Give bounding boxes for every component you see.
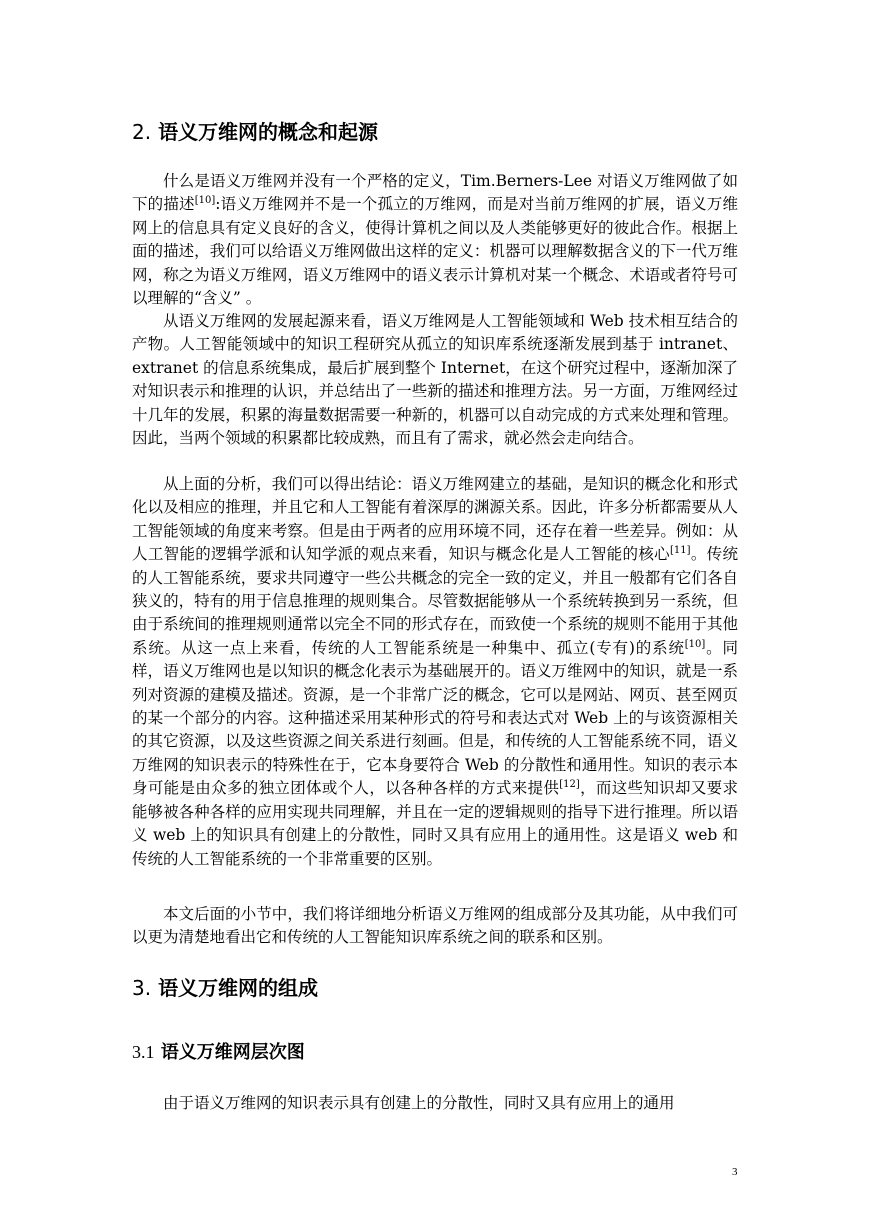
paragraph-text: 什么是语义万维网并没有一个严格的定义，Tim.Berners-Lee 对语义万维网做了如下的描述 [132,172,738,214]
paragraph-analysis [132,473,738,871]
paragraph-text: ，而这些知识却又要求能够被各种各样的应用实现共同理解，并且在一定的逻辑规则的指导下进行推理。所以语义 web 上的知识具有创建上的分散性，同时又具有应用上的通用性。这是语义 web 和传统的人工智能系统的一个非常重要的区别。 [132,779,738,868]
paragraph-origin [132,310,738,450]
page-number: 3 [732,1166,738,1178]
section-title: 语义万维网的概念和起源 [158,120,379,144]
paragraph-layer-intro [132,1092,738,1115]
citation-ref: [10] [194,195,216,207]
section-number: 3. [132,976,152,1000]
section-title: 语义万维网层次图 [160,1042,305,1063]
paragraph-text: 由于语义万维网的知识表示具有创建上的分散性，同时又具有应用上的通用 [163,1094,675,1112]
paragraph-text: :语义万维网并不是一个孤立的万维网，而是对当前万维网的扩展，语义万维网上的信息具有定义良好的含义，使得计算机之间以及人类能够更好的彼此合作。根据上面的描述，我们可以给语义万维网做出这样的定义：机器可以理解数据含义的下一代万维网，称之为语义万维网，语义万维网中的语义表示计算机对某一个概念、术语或者符号可以理解的“含义” 。 [132,195,738,308]
subsection-heading-3-1 [132,1038,305,1064]
citation-ref: [12] [559,779,580,791]
paragraph-text: 本文后面的小节中，我们将详细地分析语义万维网的组成部分及其功能，从中我们可以更为清楚地看出它和传统的人工智能知识库系统之间的联系和区别。 [132,905,738,947]
section-number: 3.1 [132,1042,155,1062]
section-heading-2 [132,116,378,145]
paragraph-outline [132,903,738,950]
paragraph-text: 。传统的人工智能系统，要求共同遵守一些公共概念的完全一致的定义，并且一般都有它们各自狭义的，特有的用于信息推理的规则集合。尽管数据能够从一个系统转换到另一系统，但由于系统间的推理规则通常以完全不同的形式存在，而致使一个系统的规则不能用于其他系统。从这一点上来看，传统的人工智能系统是一种集中、孤立(专有)的系统 [132,545,738,657]
section-title: 语义万维网的组成 [158,976,319,1000]
section-heading-3 [132,972,318,1001]
paragraph-text: 从语义万维网的发展起源来看，语义万维网是人工智能领域和 Web 技术相互结合的产物。人工智能领域中的知识工程研究从孤立的知识库系统逐渐发展到基于 intranet、extranet 的信息系统集成，最后扩展到整个 Internet，在这个研究过程中，逐渐加深了对知识表示和推理的认识，并总结出了一些新的描述和推理方法。另一方面，万维网经过十几年的发展，积累的海量数据需要一种新的，机器可以自动完成的方式来处理和管理。因此，当两个领域的积累都比较成熟，而且有了需求，就必然会走向结合。 [132,312,738,448]
paragraph-text: 从上面的分析，我们可以得出结论：语义万维网建立的基础，是知识的概念化和形式化以及相应的推理，并且它和人工智能有着深厚的渊源关系。因此，许多分析都需要从人工智能领域的角度来考察。但是由于两者的应用环境不同，还存在着一些差异。例如：从人工智能的逻辑学派和认知学派的观点来看，知识与概念化是人工智能的核心 [132,475,738,564]
citation-ref: [10] [684,638,706,650]
citation-ref: [11] [669,545,691,557]
paragraph-definition [132,170,738,310]
section-number: 2. [132,120,152,144]
paragraph-text: 。同样，语义万维网也是以知识的概念化表示为基础展开的。语义万维网中的知识，就是一系列对资源的建模及描述。资源，是一个非常广泛的概念，它可以是网站、网页、甚至网页的某一个部分的内容。这种描述采用某种形式的符号和表达式对 Web 上的与该资源相关的其它资源，以及这些资源之间关系进行刻画。但是，和传统的人工智能系统不同，语义万维网的知识表示的特殊性在于，它本身要符合 Web 的分散性和通用性。知识的表示本身可能是由众多的独立团体或个人，以各种各样的方式来提供 [132,638,738,798]
